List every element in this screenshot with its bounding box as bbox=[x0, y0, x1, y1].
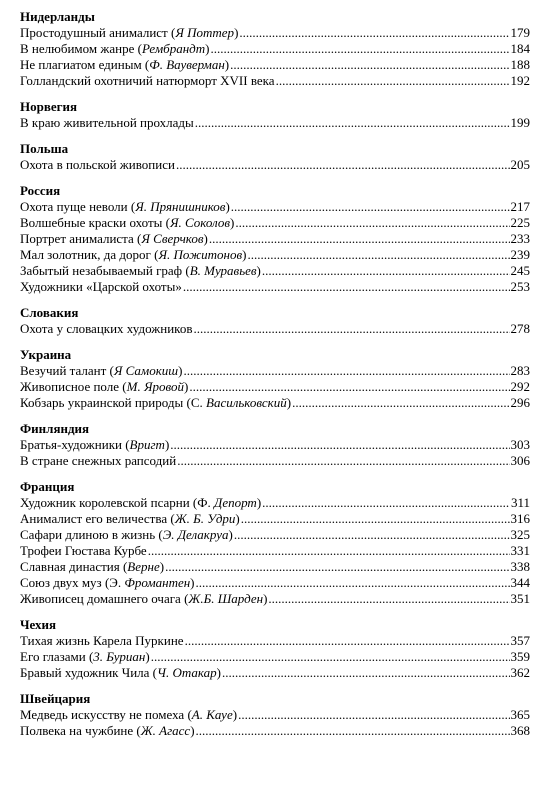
entry-title-text: Его глазами ( bbox=[20, 649, 94, 664]
entry-title bbox=[20, 395, 291, 411]
page-number: 351 bbox=[510, 591, 530, 606]
toc-entry bbox=[20, 115, 530, 131]
entry-title-text: Голландский охотничий натюрморт XVII века bbox=[20, 73, 275, 88]
page-number: 225 bbox=[510, 215, 530, 230]
page-number: 331 bbox=[510, 543, 530, 558]
entry-title-suffix: ) bbox=[230, 215, 235, 230]
dot-leader bbox=[151, 649, 510, 665]
toc-entry bbox=[20, 437, 530, 453]
entry-title-text: Сафари длиною в жизнь ( bbox=[20, 527, 163, 542]
dot-leader bbox=[170, 437, 509, 453]
toc-entry bbox=[20, 73, 530, 89]
entry-title-text: Художник королевской псарни (Ф. bbox=[20, 495, 215, 510]
entry-title bbox=[20, 25, 238, 41]
entry-title bbox=[20, 379, 188, 395]
entry-title bbox=[20, 559, 164, 575]
toc-entry bbox=[20, 263, 530, 279]
toc-entry bbox=[20, 543, 530, 559]
section-title: Швейцария bbox=[20, 691, 91, 706]
entry-title-text: Кобзарь украинской природы (С. bbox=[20, 395, 206, 410]
entry-title bbox=[20, 279, 182, 295]
page-number: 283 bbox=[510, 363, 530, 378]
entry-title-text: Братья-художники ( bbox=[20, 437, 130, 452]
dot-leader bbox=[176, 157, 510, 173]
page-number: 365 bbox=[510, 707, 530, 722]
entry-author: Я Поттер bbox=[175, 25, 235, 40]
page-number: 357 bbox=[510, 633, 530, 648]
dot-leader bbox=[231, 199, 510, 215]
entry-author: Э. Делакруа bbox=[162, 527, 229, 542]
page-number: 205 bbox=[510, 157, 530, 172]
page-number: 296 bbox=[510, 395, 530, 410]
toc-entry bbox=[20, 395, 530, 411]
entry-author: 3. Буриан bbox=[93, 649, 146, 664]
entry-author: Депорт bbox=[214, 495, 257, 510]
dot-leader bbox=[222, 665, 510, 681]
entry-title-suffix: ) bbox=[203, 231, 208, 246]
entry-title-suffix: ) bbox=[232, 707, 238, 722]
entry-title-text: Медведь искусству не помеха ( bbox=[20, 707, 192, 722]
entry-title-suffix: ) bbox=[164, 437, 170, 452]
dot-leader bbox=[177, 453, 509, 469]
entry-title bbox=[20, 263, 261, 279]
entry-title-text: Охота пуще неволи ( bbox=[20, 199, 136, 214]
entry-title bbox=[20, 453, 176, 469]
toc-entry bbox=[20, 363, 530, 379]
toc-section bbox=[20, 183, 530, 295]
entry-title bbox=[20, 543, 147, 559]
toc-section bbox=[20, 141, 530, 173]
dot-leader bbox=[196, 723, 510, 739]
entry-title-text: В стране снежных рапсодий bbox=[20, 453, 177, 468]
dot-leader bbox=[241, 511, 510, 527]
dot-leader bbox=[196, 575, 510, 591]
toc-section bbox=[20, 691, 530, 739]
entry-title-text: Анималист его величества ( bbox=[20, 511, 175, 526]
toc-entry bbox=[20, 527, 530, 543]
section-title: Польша bbox=[20, 141, 69, 156]
page-number: 217 bbox=[510, 199, 530, 214]
entry-title-text: Забытый незабываемый граф ( bbox=[20, 263, 190, 278]
dot-leader bbox=[185, 633, 510, 649]
page-number: 188 bbox=[510, 57, 530, 72]
toc-entry bbox=[20, 453, 530, 469]
entry-title bbox=[20, 115, 194, 131]
dot-leader bbox=[268, 591, 509, 607]
entry-title bbox=[20, 57, 229, 73]
entry-author: Я. Прянишников bbox=[135, 199, 226, 214]
entry-title bbox=[20, 707, 237, 723]
entry-author: Ж. Агасс bbox=[140, 723, 191, 738]
toc-section bbox=[20, 305, 530, 337]
toc-section bbox=[20, 9, 530, 89]
entry-title bbox=[20, 511, 240, 527]
entry-title-text: Живописец домашнего очага ( bbox=[20, 591, 189, 606]
toc-section bbox=[20, 479, 530, 607]
toc-section bbox=[20, 99, 530, 131]
section-title: Норвегия bbox=[20, 99, 78, 114]
page-number: 359 bbox=[510, 649, 530, 664]
toc-section bbox=[20, 347, 530, 411]
entry-title bbox=[20, 633, 184, 649]
entry-title-suffix: ) bbox=[178, 363, 183, 378]
section-title: Нидерланды bbox=[20, 9, 95, 24]
entry-title-text: В краю живительной прохлады bbox=[20, 115, 194, 130]
entry-title bbox=[20, 215, 234, 231]
dot-leader bbox=[262, 263, 510, 279]
dot-leader bbox=[165, 559, 509, 575]
toc-entry bbox=[20, 215, 530, 231]
toc-entry bbox=[20, 25, 530, 41]
entry-title-text: Портрет анималиста ( bbox=[20, 231, 142, 246]
page-number: 199 bbox=[510, 115, 530, 130]
entry-title-text: Везучий талант ( bbox=[20, 363, 114, 378]
entry-author: Верне bbox=[127, 559, 160, 574]
entry-title bbox=[20, 649, 150, 665]
entry-title-suffix: ) bbox=[263, 591, 268, 606]
entry-title-suffix: ) bbox=[234, 25, 239, 40]
entry-author: Ч. Отакар bbox=[157, 665, 217, 680]
entry-title bbox=[20, 321, 192, 337]
page-number: 306 bbox=[510, 453, 530, 468]
entry-author: Ж.Б. Шарден bbox=[188, 591, 264, 606]
page-number: 344 bbox=[510, 575, 530, 590]
entry-author: В. Муравьев bbox=[189, 263, 257, 278]
entry-title-suffix: ) bbox=[145, 649, 150, 664]
entry-title-suffix: ) bbox=[190, 723, 195, 738]
toc-entry bbox=[20, 495, 530, 511]
entry-title-text: Охота у словацких художников bbox=[20, 321, 193, 336]
entry-author: Я. Соколов bbox=[169, 215, 231, 230]
dot-leader bbox=[235, 215, 509, 231]
dot-leader bbox=[234, 527, 510, 543]
entry-title bbox=[20, 575, 195, 591]
toc-entry bbox=[20, 279, 530, 295]
toc-entry bbox=[20, 665, 530, 681]
toc-entry bbox=[20, 247, 530, 263]
page-number: 278 bbox=[510, 321, 530, 336]
toc-entry bbox=[20, 57, 530, 73]
entry-title-suffix: ) bbox=[216, 665, 221, 680]
entry-title-suffix: ) bbox=[205, 41, 210, 56]
toc-entry bbox=[20, 379, 530, 395]
entry-title bbox=[20, 591, 267, 607]
entry-title bbox=[20, 231, 208, 247]
table-of-contents bbox=[20, 9, 530, 749]
dot-leader bbox=[209, 231, 510, 247]
entry-title-suffix: ) bbox=[228, 527, 233, 542]
entry-author: Фромантен bbox=[124, 575, 191, 590]
entry-title-text: Тихая жизнь Карела Пуркине bbox=[20, 633, 184, 648]
entry-author: Я Самокиш bbox=[113, 363, 179, 378]
dot-leader bbox=[195, 115, 510, 131]
entry-title bbox=[20, 665, 221, 681]
page-number: 245 bbox=[510, 263, 530, 278]
section-title: Украина bbox=[20, 347, 72, 362]
entry-title-text: Художники «Царской охоты» bbox=[20, 279, 182, 294]
page-number: 192 bbox=[510, 73, 530, 88]
entry-title-suffix: ) bbox=[256, 263, 261, 278]
page-number: 239 bbox=[510, 247, 530, 262]
entry-title-text: Охота в польской живописи bbox=[20, 157, 175, 172]
toc-entry bbox=[20, 707, 530, 723]
entry-title bbox=[20, 73, 275, 89]
entry-author: Я. Пожитонов bbox=[158, 247, 243, 262]
entry-author: Васильковский bbox=[206, 395, 287, 410]
dot-leader bbox=[262, 495, 510, 511]
dot-leader bbox=[238, 707, 509, 723]
toc-entry bbox=[20, 575, 530, 591]
toc-entry bbox=[20, 591, 530, 607]
entry-title bbox=[20, 495, 261, 511]
toc-entry bbox=[20, 511, 530, 527]
entry-title-suffix: ) bbox=[190, 575, 195, 590]
entry-title bbox=[20, 199, 230, 215]
entry-title bbox=[20, 527, 233, 543]
entry-title-suffix: ) bbox=[183, 379, 189, 394]
page-number: 303 bbox=[510, 437, 530, 452]
toc-entry bbox=[20, 633, 530, 649]
entry-title-suffix: ) bbox=[235, 511, 240, 526]
entry-author: Я Сверчков bbox=[141, 231, 204, 246]
entry-title-suffix: ) bbox=[286, 395, 292, 410]
section-title: Словакия bbox=[20, 305, 79, 320]
page-number: 292 bbox=[510, 379, 530, 394]
entry-title-text: Полвека на чужбине ( bbox=[20, 723, 141, 738]
toc-entry bbox=[20, 157, 530, 173]
entry-title bbox=[20, 247, 247, 263]
page-number: 368 bbox=[510, 723, 530, 738]
entry-author: А. Кауе bbox=[191, 707, 233, 722]
entry-title bbox=[20, 157, 175, 173]
entry-title-suffix: ) bbox=[242, 247, 247, 262]
dot-leader bbox=[210, 41, 509, 57]
entry-title-text: Живописное поле ( bbox=[20, 379, 127, 394]
page-number: 311 bbox=[510, 495, 530, 510]
entry-title bbox=[20, 363, 182, 379]
entry-title-text: Простодушный анималист ( bbox=[20, 25, 176, 40]
toc-entry bbox=[20, 321, 530, 337]
page-number: 184 bbox=[510, 41, 530, 56]
page-number: 233 bbox=[510, 231, 530, 246]
page-number: 253 bbox=[510, 279, 530, 294]
entry-title-text: Волшебные краски охоты ( bbox=[20, 215, 170, 230]
entry-author: Ф. Вауверман bbox=[149, 57, 225, 72]
entry-author: Ж. Б. Удри bbox=[174, 511, 236, 526]
dot-leader bbox=[276, 73, 510, 89]
entry-author: М. Яровой bbox=[126, 379, 184, 394]
entry-author: Вригт bbox=[129, 437, 165, 452]
entry-title bbox=[20, 437, 169, 453]
entry-title bbox=[20, 723, 195, 739]
page-number: 362 bbox=[510, 665, 530, 680]
section-title: Финляндия bbox=[20, 421, 90, 436]
toc-entry bbox=[20, 41, 530, 57]
page-number: 325 bbox=[510, 527, 530, 542]
entry-title-text: Славная династия ( bbox=[20, 559, 128, 574]
dot-leader bbox=[189, 379, 509, 395]
entry-title-suffix: ) bbox=[256, 495, 262, 510]
entry-title-suffix: ) bbox=[224, 57, 230, 72]
entry-title-suffix: ) bbox=[159, 559, 165, 574]
entry-title-text: Бравый художник Чила ( bbox=[20, 665, 157, 680]
toc-entry bbox=[20, 559, 530, 575]
entry-title-suffix: ) bbox=[225, 199, 230, 214]
entry-author: Рембрандт bbox=[141, 41, 206, 56]
page-number: 179 bbox=[510, 25, 530, 40]
toc-entry bbox=[20, 723, 530, 739]
dot-leader bbox=[183, 363, 509, 379]
section-title: Франция bbox=[20, 479, 75, 494]
entry-title-text: Трофеи Гюстава Курбе bbox=[20, 543, 147, 558]
entry-title-text: В нелюбимом жанре ( bbox=[20, 41, 142, 56]
dot-leader bbox=[292, 395, 509, 411]
dot-leader bbox=[248, 247, 510, 263]
page-number: 338 bbox=[510, 559, 530, 574]
dot-leader bbox=[148, 543, 510, 559]
entry-title-text: Не плагиатом единым ( bbox=[20, 57, 150, 72]
toc-entry bbox=[20, 649, 530, 665]
toc-entry bbox=[20, 199, 530, 215]
page-number: 316 bbox=[510, 511, 530, 526]
dot-leader bbox=[193, 321, 509, 337]
toc-section bbox=[20, 421, 530, 469]
toc-entry bbox=[20, 231, 530, 247]
section-title: Россия bbox=[20, 183, 61, 198]
section-title: Чехия bbox=[20, 617, 57, 632]
dot-leader bbox=[239, 25, 509, 41]
dot-leader bbox=[230, 57, 509, 73]
entry-title bbox=[20, 41, 209, 57]
dot-leader bbox=[183, 279, 510, 295]
entry-title-text: Мал золотник, да дорог ( bbox=[20, 247, 159, 262]
entry-title-text: Союз двух муз (Э. bbox=[20, 575, 125, 590]
toc-section bbox=[20, 617, 530, 681]
